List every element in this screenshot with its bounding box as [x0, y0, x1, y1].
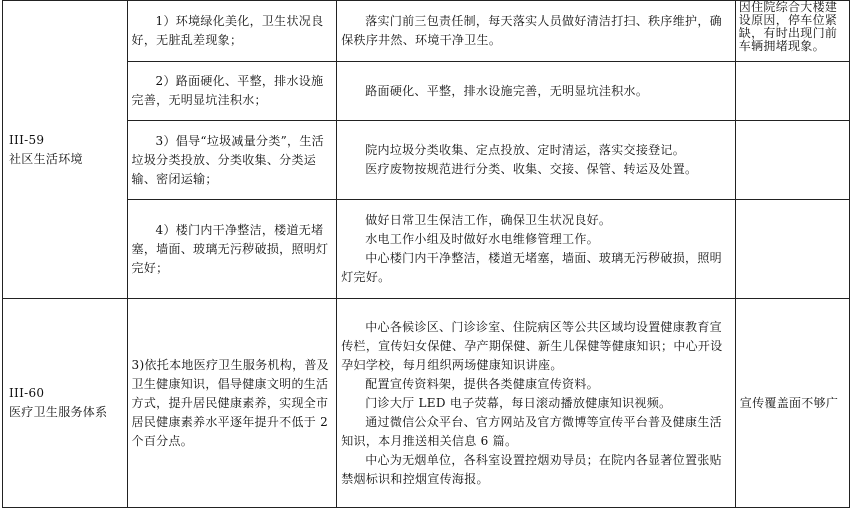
section-cell-60	[3, 299, 128, 508]
measures-cell: 中心各候诊区、门诊诊室、住院病区等公共区域均设置健康教育宣传栏，宣传妇女保健、孕产期保健、新生儿保健等健康知识；中心开设孕妇学校，每月组织两场健康知识讲座。 配置宣传资料架，提供各类健康宣传资料。 门诊大厅 LED 电子荧幕，每日滚动播放健康知识视频。 通过微信公众平台、官方网站及官方微博等宣传平台普及健康生活知识，本月推送相关信息 6 篇。 中心为无烟单位，各科室设置控烟劝导员；在院内各显著位置张贴禁烟标识和控烟宣传海报。	[337, 299, 736, 508]
section-code: III-60	[9, 386, 45, 400]
requirement-cell: 3)依托本地医疗卫生服务机构，普及卫生健康知识，倡导健康文明的生活方式，提升居民健康素养，实现全市居民健康素养水平逐年提升不低于 2 个百分点。	[127, 299, 337, 508]
section-name: 社区生活环境	[9, 151, 83, 166]
table-row	[3, 299, 850, 508]
note-cell	[735, 200, 849, 299]
measures-cell: 落实门前三包责任制，每天落实人员做好清洁打扫、秩序维护，确保秩序井然、环境干净卫生。	[337, 1, 736, 62]
measures-cell: 院内垃圾分类收集、定点投放、定时清运，落实交接登记。 医疗废物按规范进行分类、收集、交接、保管、转运及处置。	[337, 121, 736, 200]
inspection-table	[2, 0, 850, 508]
note-cell	[735, 62, 849, 121]
section-code: III-59	[9, 132, 45, 147]
requirement-cell: 3）倡导“垃圾减量分类”，生活垃圾分类投放、分类收集、分类运输、密闭运输；	[127, 121, 337, 200]
note-cell	[735, 121, 849, 200]
note-cell: 因住院综合大楼建设原因，停车位紧缺，有时出现门前车辆拥堵现象。	[735, 1, 849, 62]
measures-cell: 做好日常卫生保洁工作，确保卫生状况良好。 水电工作小组及时做好水电维修管理工作。 中心楼门内干净整洁，楼道无堵塞，墙面、玻璃无污秽破损，照明灯完好。	[337, 200, 736, 299]
table-row	[3, 200, 850, 299]
requirement-cell: 2）路面硬化、平整，排水设施完善，无明显坑洼积水；	[127, 62, 337, 121]
measures-cell: 路面硬化、平整，排水设施完善，无明显坑洼积水。	[337, 62, 736, 121]
table-row	[3, 121, 850, 200]
table-row	[3, 62, 850, 121]
table-row	[3, 1, 850, 62]
requirement-cell: 1）环境绿化美化，卫生状况良好，无脏乱差现象；	[127, 1, 337, 62]
section-cell-59	[3, 1, 128, 299]
requirement-cell: 4）楼门内干净整洁，楼道无堵塞，墙面、玻璃无污秽破损，照明灯完好；	[127, 200, 337, 299]
note-cell: 宣传覆盖面不够广	[735, 299, 849, 508]
section-name: 医疗卫生服务体系	[9, 405, 108, 419]
